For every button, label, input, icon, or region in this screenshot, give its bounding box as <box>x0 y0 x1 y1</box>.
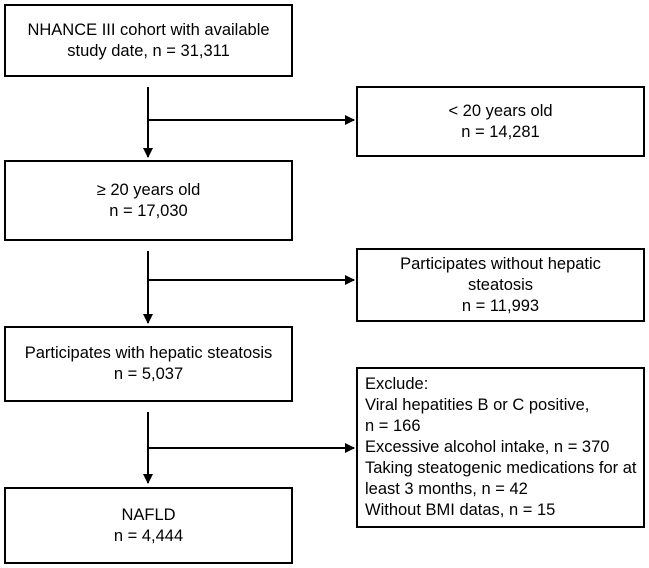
without-steatosis-line-1: Participates without hepatic <box>400 254 601 273</box>
nafld-line-1: NAFLD <box>121 505 176 524</box>
exclude-line-6: least 3 months, n = 42 <box>365 480 528 498</box>
exclude-box <box>356 367 645 528</box>
exclude-line-1: Exclude: <box>365 375 429 393</box>
with-steatosis-line-1: Participates with hepatic steatosis <box>24 344 273 362</box>
with-steatosis-line-2: n = 5,037 <box>113 365 184 383</box>
cohort-box <box>4 4 293 77</box>
exclude-line-5: Taking steatogenic medications for at <box>365 459 637 477</box>
without-steatosis-box <box>356 248 645 322</box>
under20-line-1: < 20 years old <box>448 101 553 120</box>
exclude-line-2: Viral hepatities B or C positive, <box>365 396 590 414</box>
under20-line-2: n = 14,281 <box>461 122 540 141</box>
over20-line-1: ≥ 20 years old <box>96 180 201 199</box>
without-steatosis-line-3: n = 11,993 <box>461 296 540 315</box>
cohort-line-1: NHANCE III cohort with available <box>27 20 270 39</box>
nafld-box <box>4 487 293 564</box>
exclude-line-3: n = 166 <box>365 417 421 435</box>
cohort-line-2: study date, n = 31,311 <box>67 41 230 60</box>
with-steatosis-box <box>4 326 293 402</box>
over20-line-2: n = 17,030 <box>109 201 188 220</box>
exclude-line-4: Excessive alcohol intake, n = 370 <box>365 438 610 456</box>
exclude-line-7: Without BMI datas, n = 15 <box>365 501 556 519</box>
nafld-line-2: n = 4,444 <box>113 526 184 545</box>
without-steatosis-line-2: steatosis <box>467 275 534 294</box>
over20-box <box>4 160 293 241</box>
under20-box <box>356 86 645 157</box>
